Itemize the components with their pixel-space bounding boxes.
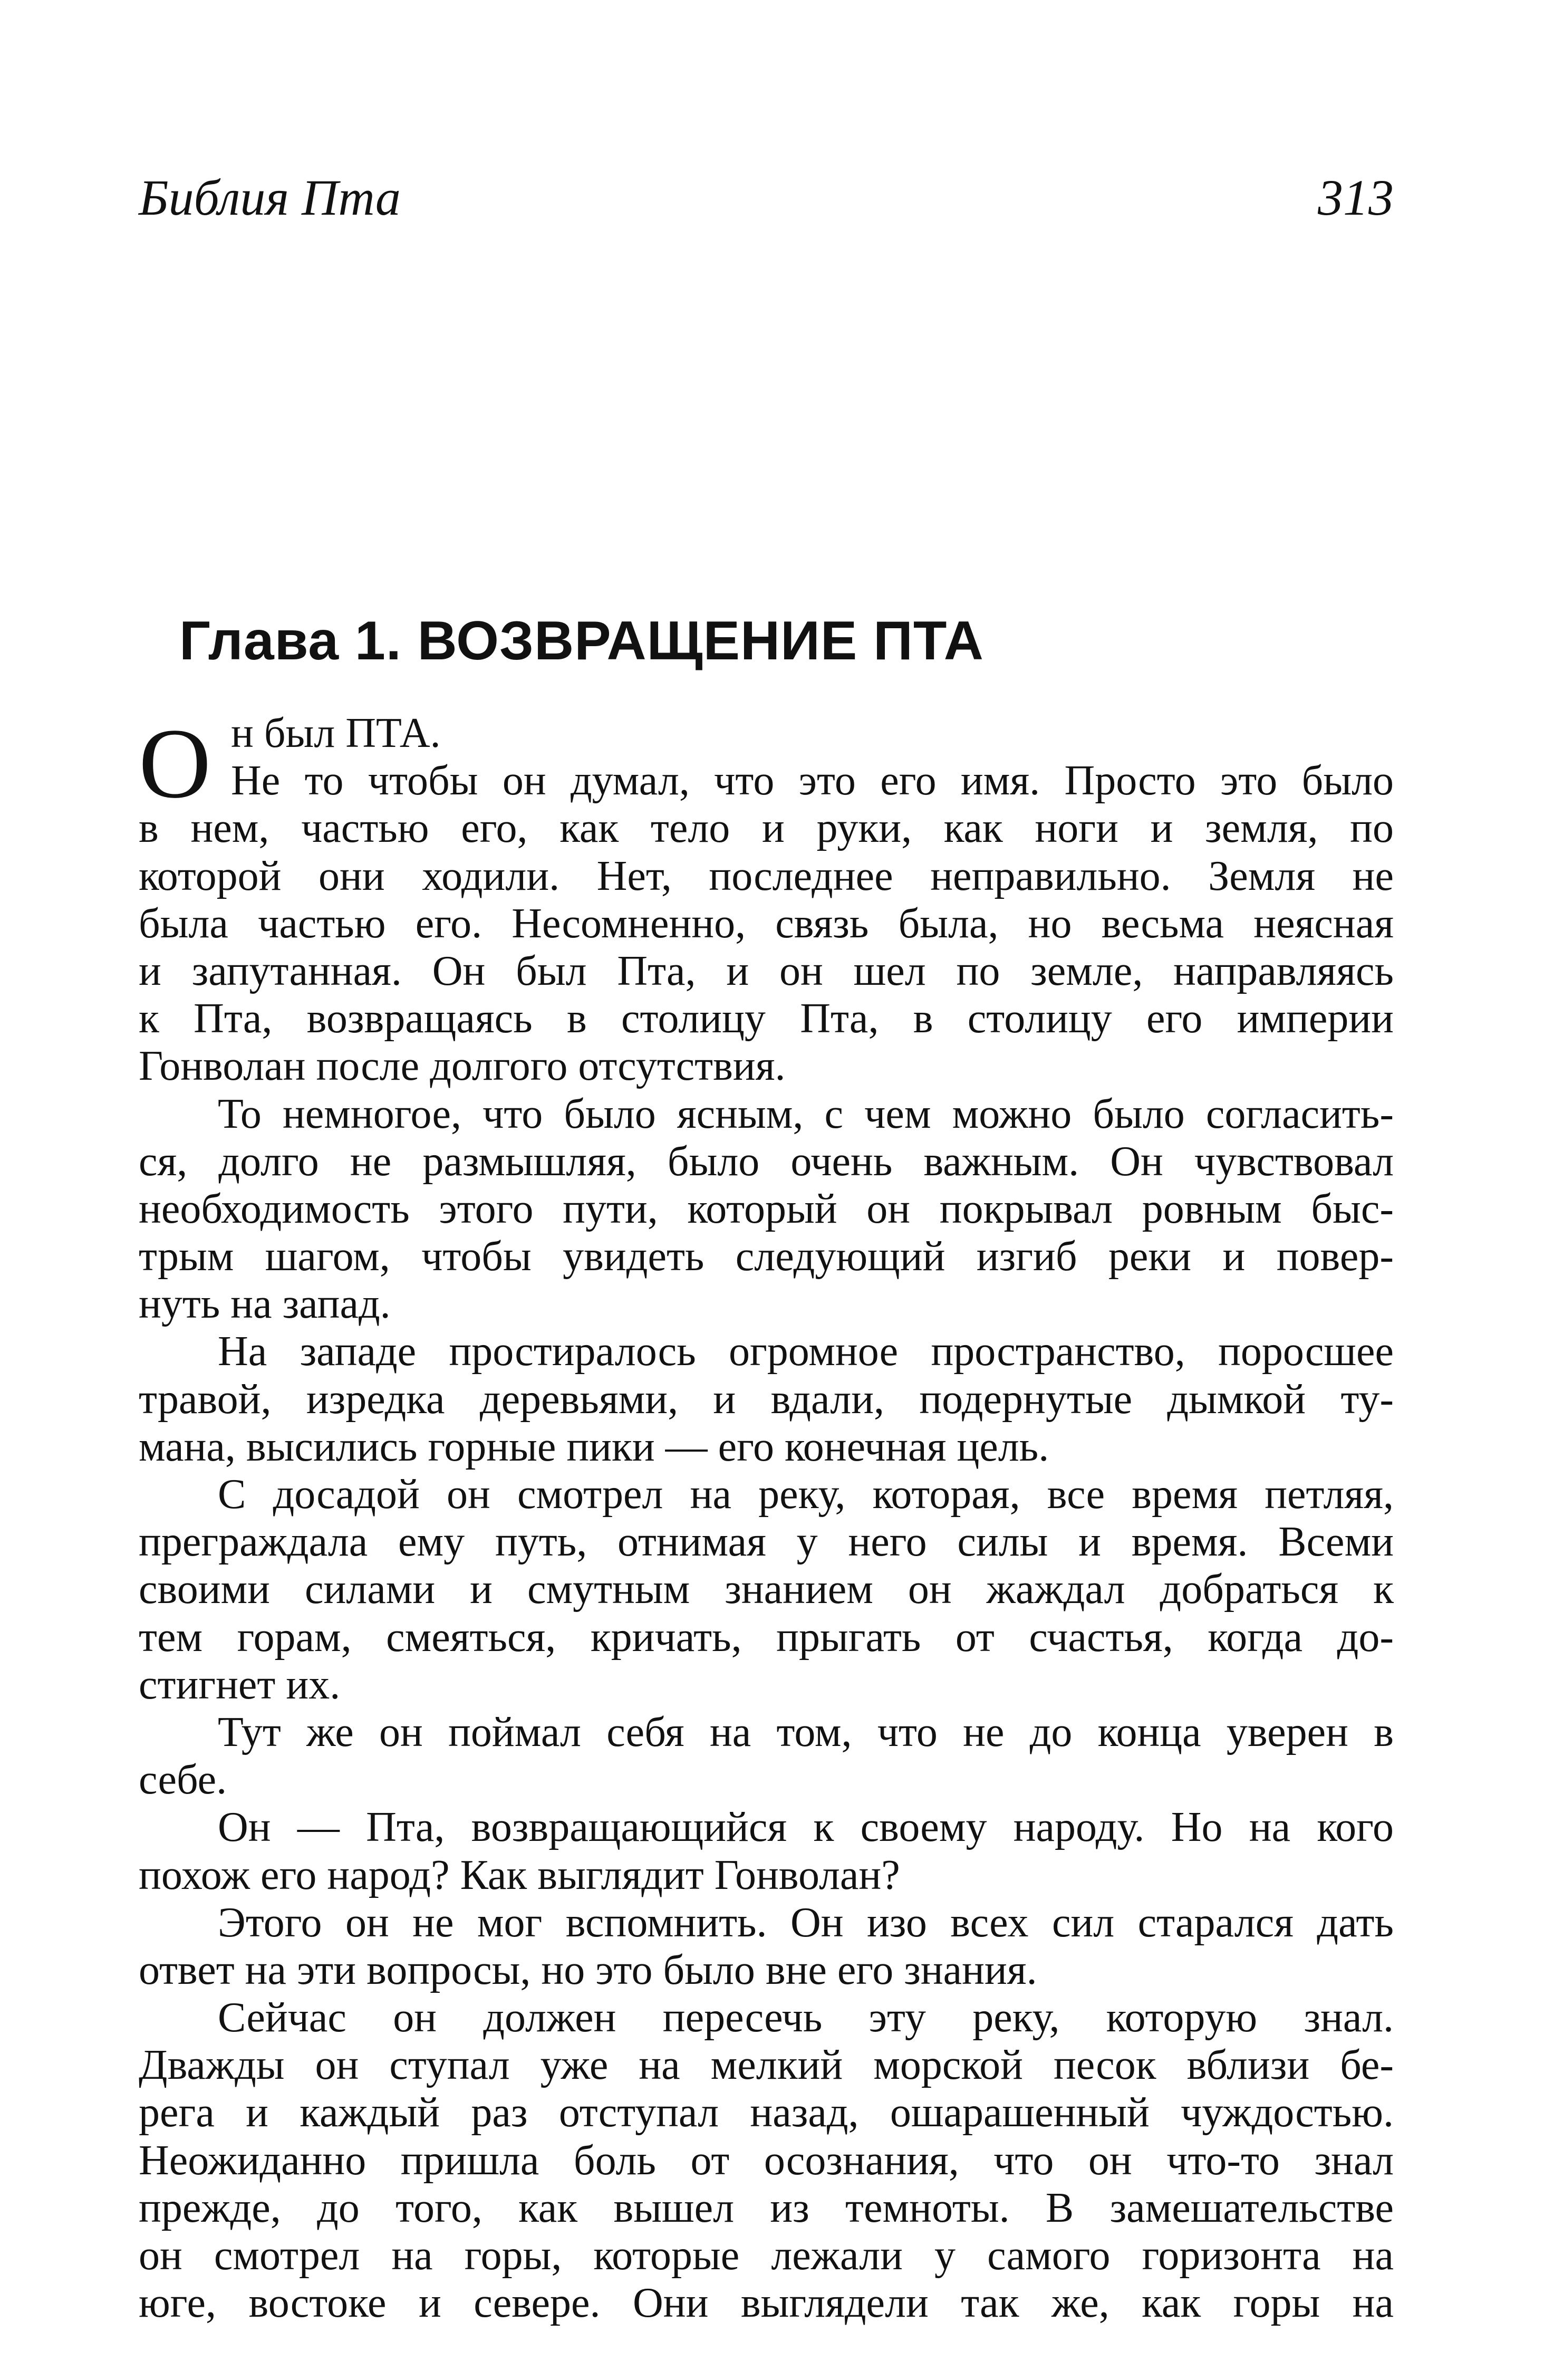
text-line: юге, востоке и севере. Они выглядели так же, как горы на: [139, 2280, 1394, 2327]
text-line: травой, изредка деревьями, и вдали, подернутые дымкой ту-: [139, 1376, 1394, 1423]
text-line: которой они ходили. Нет, последнее неправильно. Земля не: [139, 852, 1394, 899]
text-line: тем горам, смеяться, кричать, прыгать от счастья, когда до-: [139, 1614, 1394, 1661]
text-line: мана, высились горные пики — его конечная цель.: [139, 1423, 1049, 1470]
text-line: н был ПТА.: [231, 710, 441, 756]
text-line: нуть на запад.: [139, 1281, 391, 1328]
chapter-title: Глава 1. ВОЗВРАЩЕНИЕ ПТА: [179, 610, 984, 671]
text-line: Он — Пта, возвращающийся к своему народу. Но на кого: [218, 1804, 1394, 1851]
text-line: ответ на эти вопросы, но это было вне его знания.: [139, 1946, 1037, 1993]
text-line: Тут же он поймал себя на том, что не до конца уверен в: [218, 1709, 1394, 1755]
running-title: Библия Пта: [139, 169, 401, 226]
running-head: [139, 169, 1394, 243]
text-line: похож его народ? Как выглядит Гонволан?: [139, 1851, 900, 1898]
text-line: Гонволан после долгого отсутствия.: [139, 1043, 786, 1090]
text-line: Сейчас он должен пересечь эту реку, которую знал.: [218, 1994, 1394, 2041]
text-line: Не то чтобы он думал, что это его имя. Просто это было: [231, 757, 1394, 804]
text-line: ся, долго не размышляя, было очень важным. Он чувствовал: [139, 1138, 1394, 1185]
drop-cap: О: [139, 708, 211, 819]
text-line: Неожиданно пришла боль от осознания, что он что-то знал: [139, 2137, 1394, 2184]
text-line: необходимость этого пути, который он покрывал ровным быс-: [139, 1185, 1394, 1232]
text-line: То немногое, что было ясным, с чем можно было согласить-: [218, 1090, 1394, 1137]
page-number: 313: [1318, 169, 1394, 226]
text-line: себе.: [139, 1757, 227, 1803]
chapter-text: [139, 709, 1394, 2327]
text-line: преграждала ему путь, отнимая у него силы и время. Всеми: [139, 1519, 1394, 1566]
text-line: С досадой он смотрел на реку, которая, все время петляя,: [218, 1471, 1394, 1518]
text-line: рега и каждый раз отступал назад, ошарашенный чуждостью.: [139, 2089, 1394, 2136]
text-line: своими силами и смутным знанием он жаждал добраться к: [139, 1566, 1394, 1613]
text-line: прежде, до того, как вышел из темноты. В замешательстве: [139, 2184, 1394, 2231]
text-line: Этого он не мог вспомнить. Он изо всех сил старался дать: [218, 1899, 1394, 1946]
text-line: была частью его. Несомненно, связь была, но весьма неясная: [139, 900, 1394, 947]
text-line: На западе простиралось огромное пространство, поросшее: [218, 1328, 1394, 1375]
text-line: к Пта, возвращаясь в столицу Пта, в столицу его империи: [139, 995, 1394, 1042]
text-line: Дважды он ступал уже на мелкий морской песок вблизи бе-: [139, 2042, 1394, 2089]
text-line: он смотрел на горы, которые лежали у самого горизонта на: [139, 2232, 1394, 2279]
text-line: трым шагом, чтобы увидеть следующий изгиб реки и повер-: [139, 1233, 1394, 1280]
text-line: стигнет их.: [139, 1661, 341, 1708]
text-line: и запутанная. Он был Пта, и он шел по земле, направляясь: [139, 947, 1394, 994]
text-line: в нем, частью его, как тело и руки, как ноги и земля, по: [139, 805, 1394, 852]
